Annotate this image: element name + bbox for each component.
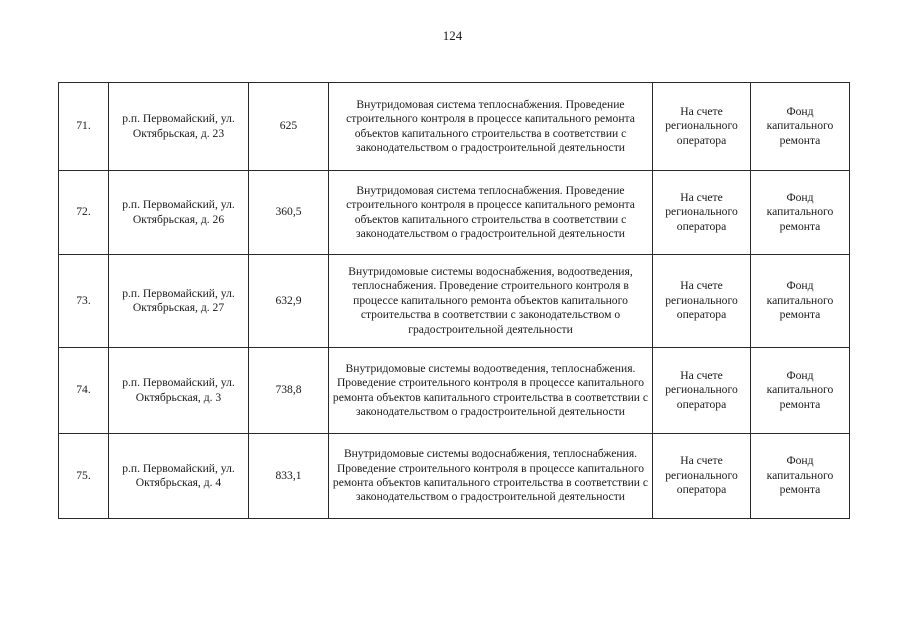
table-row <box>59 171 850 255</box>
table-row <box>59 255 850 348</box>
works-cell: Внутридомовые системы водоснабжения, теплоснабжения. Проведение строительного контроля в процессе капитального ремонта объектов капитального строительства в соответствии с законодательством о градостроительной деятельности <box>329 434 653 519</box>
table-row <box>59 83 850 171</box>
row-number-cell: 75. <box>59 434 109 519</box>
address-cell: р.п. Первомайский, ул. Октябрьская, д. 27 <box>109 255 249 348</box>
row-number-cell: 71. <box>59 83 109 171</box>
funding-source-cell: Фонд капитального ремонта <box>751 83 850 171</box>
funding-source-cell: Фонд капитального ремонта <box>751 171 850 255</box>
account-cell: На счете регионального оператора <box>653 83 751 171</box>
table-row <box>59 434 850 519</box>
works-cell: Внутридомовая система теплоснабжения. Проведение строительного контроля в процессе капитального ремонта объектов капитального строительства в соответствии с законодательством о градостроительной деятельности <box>329 171 653 255</box>
area-cell: 738,8 <box>249 348 329 434</box>
address-cell: р.п. Первомайский, ул. Октябрьская, д. 4 <box>109 434 249 519</box>
area-cell: 625 <box>249 83 329 171</box>
account-cell: На счете регионального оператора <box>653 434 751 519</box>
address-cell: р.п. Первомайский, ул. Октябрьская, д. 3 <box>109 348 249 434</box>
repair-program-table <box>58 82 850 519</box>
row-number-cell: 74. <box>59 348 109 434</box>
area-cell: 833,1 <box>249 434 329 519</box>
row-number-cell: 72. <box>59 171 109 255</box>
funding-source-cell: Фонд капитального ремонта <box>751 348 850 434</box>
account-cell: На счете регионального оператора <box>653 171 751 255</box>
table-row <box>59 348 850 434</box>
works-cell: Внутридомовые системы водоотведения, теплоснабжения. Проведение строительного контроля в процессе капитального ремонта объектов капитального строительства в соответствии с законодательством о градостроительной деятельности <box>329 348 653 434</box>
page-number: 124 <box>442 28 463 43</box>
funding-source-cell: Фонд капитального ремонта <box>751 255 850 348</box>
account-cell: На счете регионального оператора <box>653 348 751 434</box>
area-cell: 632,9 <box>249 255 329 348</box>
area-cell: 360,5 <box>249 171 329 255</box>
row-number-cell: 73. <box>59 255 109 348</box>
funding-source-cell: Фонд капитального ремонта <box>751 434 850 519</box>
works-cell: Внутридомовая система теплоснабжения. Проведение строительного контроля в процессе капитального ремонта объектов капитального строительства в соответствии с законодательством о градостроительной деятельности <box>329 83 653 171</box>
address-cell: р.п. Первомайский, ул. Октябрьская, д. 23 <box>109 83 249 171</box>
account-cell: На счете регионального оператора <box>653 255 751 348</box>
address-cell: р.п. Первомайский, ул. Октябрьская, д. 26 <box>109 171 249 255</box>
works-cell: Внутридомовые системы водоснабжения, водоотведения, теплоснабжения. Проведение строительного контроля в процессе капитального ремонта объектов капитального строительства в соответствии с законодательством о градостроительной деятельности <box>329 255 653 348</box>
